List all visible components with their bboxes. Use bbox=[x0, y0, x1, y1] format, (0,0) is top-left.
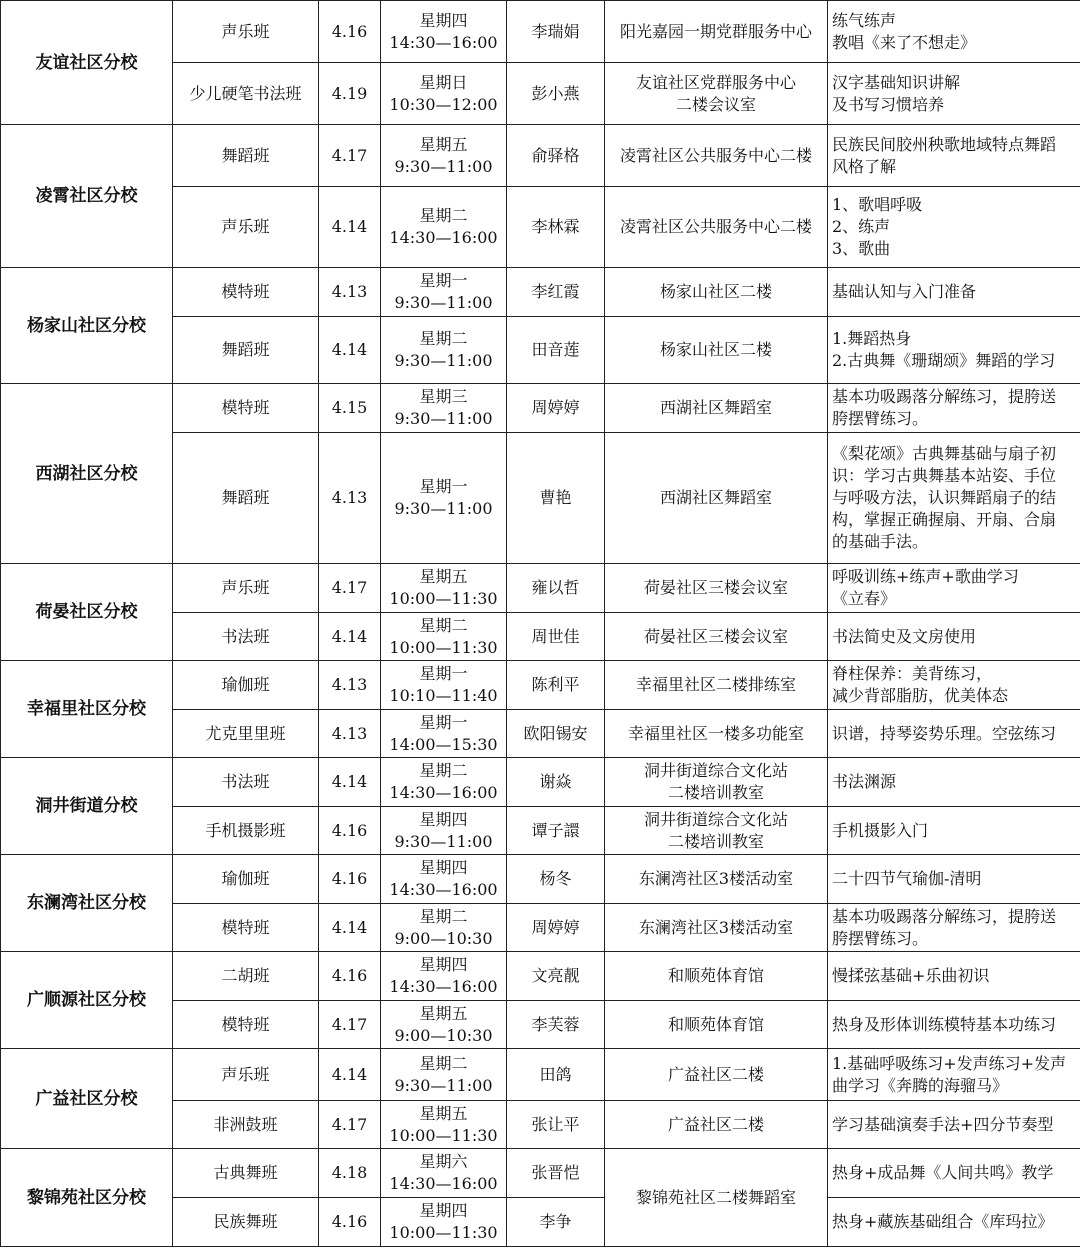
content-cell bbox=[828, 1049, 1080, 1101]
content-line: 2、练声 bbox=[832, 217, 891, 236]
location-cell bbox=[605, 855, 828, 904]
time-line: 10:00—11:30 bbox=[389, 1125, 498, 1145]
time-cell bbox=[381, 1001, 507, 1049]
time-line: 星期一 bbox=[419, 712, 468, 732]
table-row bbox=[1, 268, 1080, 317]
date-cell: 4.17 bbox=[319, 1001, 381, 1049]
time-cell bbox=[381, 807, 507, 855]
class-name-cell: 模特班 bbox=[173, 1001, 319, 1049]
location-cell bbox=[605, 433, 828, 564]
location-line: 二楼培训教室 bbox=[667, 831, 764, 851]
content-cell bbox=[828, 1001, 1080, 1049]
teacher-cell: 欧阳锡安 bbox=[507, 710, 605, 758]
date-cell: 4.14 bbox=[319, 317, 381, 384]
time-line: 星期三 bbox=[419, 387, 468, 406]
content-line: 与呼吸方法，认识舞蹈扇子的结 bbox=[832, 488, 1057, 507]
time-line: 星期一 bbox=[419, 271, 468, 290]
date-cell: 4.18 bbox=[319, 1149, 381, 1198]
class-name-cell: 二胡班 bbox=[173, 952, 319, 1001]
class-name-cell: 尤克里里班 bbox=[173, 710, 319, 758]
time-line: 9:30—11:00 bbox=[394, 1075, 493, 1095]
content-cell bbox=[828, 710, 1080, 758]
content-cell bbox=[828, 952, 1080, 1001]
location-line: 洞井街道综合文化站 bbox=[643, 761, 788, 780]
location-cell bbox=[605, 1101, 828, 1149]
time-cell bbox=[381, 1101, 507, 1149]
teacher-cell: 张晋恺 bbox=[507, 1149, 605, 1198]
date-cell: 4.14 bbox=[319, 613, 381, 661]
time-line: 10:00—11:30 bbox=[389, 589, 498, 608]
teacher-cell: 雍以哲 bbox=[507, 564, 605, 613]
time-cell bbox=[381, 855, 507, 904]
content-cell bbox=[828, 807, 1080, 855]
time-line: 9:30—11:00 bbox=[394, 409, 493, 428]
schedule-body bbox=[1, 1, 1080, 1247]
time-cell bbox=[381, 317, 507, 384]
time-line: 10:10—11:40 bbox=[389, 686, 498, 705]
time-line: 星期四 bbox=[419, 858, 468, 877]
school-name-cell: 友谊社区分校 bbox=[1, 1, 173, 125]
time-line: 9:30—11:00 bbox=[394, 293, 493, 312]
school-name-cell: 西湖社区分校 bbox=[1, 384, 173, 564]
location-cell bbox=[605, 63, 828, 125]
location-line: 东澜湾社区3楼活动室 bbox=[638, 869, 794, 888]
location-line: 杨家山社区二楼 bbox=[659, 282, 772, 301]
teacher-cell: 李争 bbox=[507, 1198, 605, 1247]
teacher-cell: 杨冬 bbox=[507, 855, 605, 904]
content-line: 呼吸训练+练声+歌曲学习 bbox=[832, 567, 1019, 586]
teacher-cell: 李林霖 bbox=[507, 187, 605, 268]
time-line: 10:00—11:30 bbox=[389, 1223, 498, 1242]
time-line: 9:30—11:00 bbox=[394, 499, 493, 518]
location-line: 和顺苑体育馆 bbox=[667, 966, 764, 985]
content-cell bbox=[828, 564, 1080, 613]
teacher-cell: 谢焱 bbox=[507, 758, 605, 807]
location-line: 二楼培训教室 bbox=[667, 783, 764, 802]
time-cell bbox=[381, 1149, 507, 1198]
location-cell bbox=[605, 710, 828, 758]
location-cell bbox=[605, 187, 828, 268]
content-line: 1.基础呼吸练习+发声练习+发声 bbox=[832, 1053, 1067, 1073]
content-line: 曲学习《奔腾的海骝马》 bbox=[832, 1075, 1009, 1095]
content-cell bbox=[828, 433, 1080, 564]
table-row bbox=[1, 1149, 1080, 1198]
location-line: 黎锦苑社区二楼舞蹈室 bbox=[635, 1187, 796, 1207]
school-name-cell: 东澜湾社区分校 bbox=[1, 855, 173, 952]
time-line: 星期一 bbox=[419, 664, 468, 683]
teacher-cell: 田鸽 bbox=[507, 1049, 605, 1101]
time-line: 星期日 bbox=[419, 72, 468, 92]
time-cell bbox=[381, 661, 507, 710]
class-name-cell: 模特班 bbox=[173, 268, 319, 317]
class-name-cell: 声乐班 bbox=[173, 187, 319, 268]
time-line: 星期六 bbox=[419, 1152, 468, 1171]
time-cell bbox=[381, 187, 507, 268]
table-row bbox=[1, 1, 1080, 63]
location-cell bbox=[605, 1, 828, 63]
content-cell bbox=[828, 63, 1080, 125]
time-line: 星期二 bbox=[419, 615, 468, 635]
time-line: 9:30—11:00 bbox=[394, 351, 493, 370]
content-line: 2.古典舞《珊瑚颂》舞蹈的学习 bbox=[832, 351, 1056, 370]
content-cell bbox=[828, 1101, 1080, 1149]
time-line: 星期五 bbox=[419, 1103, 468, 1123]
time-cell bbox=[381, 268, 507, 317]
content-cell bbox=[828, 1149, 1080, 1198]
time-line: 9:00—10:30 bbox=[394, 928, 493, 948]
class-name-cell: 古典舞班 bbox=[173, 1149, 319, 1198]
content-line: 手机摄影入门 bbox=[832, 820, 929, 840]
time-line: 星期四 bbox=[419, 1201, 468, 1220]
content-cell bbox=[828, 1, 1080, 63]
date-cell: 4.16 bbox=[319, 855, 381, 904]
date-cell: 4.13 bbox=[319, 710, 381, 758]
content-line: 减少背部脂肪，优美体态 bbox=[832, 686, 1009, 705]
date-cell: 4.17 bbox=[319, 125, 381, 187]
content-line: 学习基础演奏手法+四分节奏型 bbox=[832, 1114, 1054, 1134]
content-line: 汉字基础知识讲解 bbox=[832, 72, 961, 92]
time-line: 星期一 bbox=[419, 477, 468, 496]
time-line: 星期五 bbox=[419, 1003, 468, 1023]
content-cell bbox=[828, 613, 1080, 661]
class-name-cell: 瑜伽班 bbox=[173, 855, 319, 904]
teacher-cell: 文亮靓 bbox=[507, 952, 605, 1001]
teacher-cell: 张让平 bbox=[507, 1101, 605, 1149]
location-line: 西湖社区舞蹈室 bbox=[659, 488, 772, 507]
location-line: 洞井街道综合文化站 bbox=[643, 809, 788, 829]
school-name-cell: 凌霄社区分校 bbox=[1, 125, 173, 268]
time-line: 星期五 bbox=[419, 567, 468, 586]
location-line: 幸福里社区二楼排练室 bbox=[635, 675, 796, 694]
school-name-cell: 黎锦苑社区分校 bbox=[1, 1149, 173, 1247]
time-line: 星期二 bbox=[419, 206, 468, 225]
time-cell bbox=[381, 1198, 507, 1247]
class-name-cell: 舞蹈班 bbox=[173, 317, 319, 384]
date-cell: 4.17 bbox=[319, 564, 381, 613]
date-cell: 4.16 bbox=[319, 807, 381, 855]
location-cell bbox=[605, 268, 828, 317]
content-line: 二十四节气瑜伽-清明 bbox=[832, 869, 982, 888]
location-cell bbox=[605, 613, 828, 661]
class-name-cell: 模特班 bbox=[173, 384, 319, 433]
location-cell bbox=[605, 384, 828, 433]
location-line: 凌霄社区公共服务中心二楼 bbox=[619, 217, 812, 236]
content-line: 民族民间胶州秧歌地域特点舞蹈 bbox=[832, 134, 1057, 154]
time-line: 星期四 bbox=[419, 10, 468, 30]
location-line: 凌霄社区公共服务中心二楼 bbox=[619, 145, 812, 165]
time-line: 星期二 bbox=[419, 906, 468, 926]
class-name-cell: 舞蹈班 bbox=[173, 125, 319, 187]
content-line: 基本功吸踢落分解练习，提胯送 bbox=[832, 906, 1057, 926]
teacher-cell: 李瑞娟 bbox=[507, 1, 605, 63]
date-cell: 4.16 bbox=[319, 1, 381, 63]
location-line: 荷晏社区三楼会议室 bbox=[643, 578, 788, 597]
time-cell bbox=[381, 1049, 507, 1101]
content-line: 胯摆臂练习。 bbox=[832, 409, 929, 428]
time-cell bbox=[381, 125, 507, 187]
class-name-cell: 少儿硬笔书法班 bbox=[173, 63, 319, 125]
time-line: 14:30—16:00 bbox=[389, 1174, 498, 1193]
location-cell bbox=[605, 1049, 828, 1101]
teacher-cell: 周世佳 bbox=[507, 613, 605, 661]
time-line: 星期四 bbox=[419, 809, 468, 829]
content-line: 识谱，持琴姿势乐理。空弦练习 bbox=[832, 723, 1057, 743]
content-line: 3、歌曲 bbox=[832, 239, 891, 258]
content-cell bbox=[828, 384, 1080, 433]
content-cell bbox=[828, 125, 1080, 187]
time-line: 星期二 bbox=[419, 1053, 468, 1073]
location-cell bbox=[605, 758, 828, 807]
content-line: 1、歌唱呼吸 bbox=[832, 195, 923, 214]
content-cell bbox=[828, 317, 1080, 384]
content-cell bbox=[828, 268, 1080, 317]
date-cell: 4.13 bbox=[319, 268, 381, 317]
content-line: 风格了解 bbox=[832, 156, 897, 176]
time-cell bbox=[381, 952, 507, 1001]
date-cell: 4.14 bbox=[319, 187, 381, 268]
table-row bbox=[1, 564, 1080, 613]
content-line: 热身及形体训练模特基本功练习 bbox=[832, 1014, 1057, 1034]
time-cell bbox=[381, 63, 507, 125]
time-line: 14:00—15:30 bbox=[389, 734, 498, 754]
content-line: 识：学习古典舞基本站姿、手位 bbox=[832, 466, 1057, 485]
school-name-cell: 洞井街道分校 bbox=[1, 758, 173, 855]
date-cell: 4.14 bbox=[319, 758, 381, 807]
teacher-cell: 曹艳 bbox=[507, 433, 605, 564]
time-cell bbox=[381, 564, 507, 613]
time-line: 星期五 bbox=[419, 134, 468, 154]
teacher-cell: 陈利平 bbox=[507, 661, 605, 710]
school-name-cell: 荷晏社区分校 bbox=[1, 564, 173, 661]
content-line: 1.舞蹈热身 bbox=[832, 329, 912, 348]
content-line: 练气练声 bbox=[832, 10, 897, 30]
location-cell bbox=[605, 904, 828, 952]
time-line: 14:30—16:00 bbox=[389, 783, 498, 802]
content-line: 构，掌握正确握扇、开扇、合扇 bbox=[832, 510, 1057, 529]
location-line: 广益社区二楼 bbox=[667, 1064, 764, 1084]
location-line: 友谊社区党群服务中心 bbox=[635, 72, 796, 92]
time-cell bbox=[381, 613, 507, 661]
class-name-cell: 民族舞班 bbox=[173, 1198, 319, 1247]
date-cell: 4.17 bbox=[319, 1101, 381, 1149]
time-cell bbox=[381, 384, 507, 433]
time-line: 10:30—12:00 bbox=[389, 94, 498, 114]
location-line: 东澜湾社区3楼活动室 bbox=[638, 917, 794, 937]
table-row bbox=[1, 952, 1080, 1001]
date-cell: 4.14 bbox=[319, 904, 381, 952]
content-line: 书法简史及文房使用 bbox=[832, 626, 977, 646]
content-cell bbox=[828, 758, 1080, 807]
class-name-cell: 模特班 bbox=[173, 904, 319, 952]
school-name-cell: 幸福里社区分校 bbox=[1, 661, 173, 758]
class-name-cell: 声乐班 bbox=[173, 564, 319, 613]
class-name-cell: 书法班 bbox=[173, 613, 319, 661]
time-line: 9:30—11:00 bbox=[394, 156, 493, 176]
date-cell: 4.19 bbox=[319, 63, 381, 125]
content-line: 基本功吸踢落分解练习，提胯送 bbox=[832, 387, 1057, 406]
location-line: 杨家山社区二楼 bbox=[659, 340, 772, 359]
teacher-cell: 田音莲 bbox=[507, 317, 605, 384]
teacher-cell: 周婷婷 bbox=[507, 384, 605, 433]
content-line: 胯摆臂练习。 bbox=[832, 928, 929, 948]
content-line: 热身+藏族基础组合《库玛拉》 bbox=[832, 1212, 1054, 1231]
location-cell bbox=[605, 317, 828, 384]
time-cell bbox=[381, 710, 507, 758]
teacher-cell: 周婷婷 bbox=[507, 904, 605, 952]
location-line: 荷晏社区三楼会议室 bbox=[643, 626, 788, 646]
school-name-cell: 广顺源社区分校 bbox=[1, 952, 173, 1049]
time-line: 星期二 bbox=[419, 329, 468, 348]
time-line: 9:00—10:30 bbox=[394, 1025, 493, 1045]
time-line: 10:00—11:30 bbox=[389, 637, 498, 657]
time-line: 星期四 bbox=[419, 955, 468, 974]
class-name-cell: 书法班 bbox=[173, 758, 319, 807]
teacher-cell: 谭子譞 bbox=[507, 807, 605, 855]
time-line: 14:30—16:00 bbox=[389, 32, 498, 52]
time-cell bbox=[381, 758, 507, 807]
location-cell bbox=[605, 1149, 828, 1247]
location-line: 二楼会议室 bbox=[675, 94, 756, 114]
content-cell bbox=[828, 187, 1080, 268]
date-cell: 4.16 bbox=[319, 1198, 381, 1247]
location-cell bbox=[605, 661, 828, 710]
date-cell: 4.15 bbox=[319, 384, 381, 433]
time-line: 星期二 bbox=[419, 761, 468, 780]
location-cell bbox=[605, 1001, 828, 1049]
time-line: 9:30—11:00 bbox=[394, 831, 493, 851]
content-cell bbox=[828, 904, 1080, 952]
content-line: 及书写习惯培养 bbox=[832, 94, 945, 114]
school-name-cell: 杨家山社区分校 bbox=[1, 268, 173, 384]
location-line: 广益社区二楼 bbox=[667, 1114, 764, 1134]
location-cell bbox=[605, 564, 828, 613]
table-row bbox=[1, 384, 1080, 433]
date-cell: 4.13 bbox=[319, 661, 381, 710]
location-cell bbox=[605, 952, 828, 1001]
location-cell bbox=[605, 807, 828, 855]
date-cell: 4.14 bbox=[319, 1049, 381, 1101]
class-name-cell: 非洲鼓班 bbox=[173, 1101, 319, 1149]
content-line: 书法渊源 bbox=[832, 772, 897, 791]
time-cell bbox=[381, 904, 507, 952]
date-cell: 4.16 bbox=[319, 952, 381, 1001]
content-cell bbox=[828, 855, 1080, 904]
time-cell bbox=[381, 1, 507, 63]
content-line: 《梨花颂》古典舞基础与扇子初 bbox=[832, 444, 1057, 463]
date-cell: 4.13 bbox=[319, 433, 381, 564]
table-row bbox=[1, 661, 1080, 710]
time-cell bbox=[381, 433, 507, 564]
teacher-cell: 俞驿格 bbox=[507, 125, 605, 187]
content-line: 基础认知与入门准备 bbox=[832, 282, 977, 301]
time-line: 14:30—16:00 bbox=[389, 228, 498, 247]
content-line: 慢揉弦基础+乐曲初识 bbox=[832, 966, 990, 985]
location-line: 西湖社区舞蹈室 bbox=[659, 398, 772, 417]
class-name-cell: 手机摄影班 bbox=[173, 807, 319, 855]
class-name-cell: 瑜伽班 bbox=[173, 661, 319, 710]
content-cell bbox=[828, 661, 1080, 710]
teacher-cell: 李红霞 bbox=[507, 268, 605, 317]
content-line: 热身+成品舞《人间共鸣》教学 bbox=[832, 1163, 1054, 1182]
class-name-cell: 声乐班 bbox=[173, 1049, 319, 1101]
teacher-cell: 李芙蓉 bbox=[507, 1001, 605, 1049]
class-name-cell: 声乐班 bbox=[173, 1, 319, 63]
table-row bbox=[1, 125, 1080, 187]
content-line: 教唱《来了不想走》 bbox=[832, 32, 977, 52]
time-line: 14:30—16:00 bbox=[389, 977, 498, 996]
location-line: 和顺苑体育馆 bbox=[667, 1014, 764, 1034]
table-row bbox=[1, 855, 1080, 904]
time-line: 14:30—16:00 bbox=[389, 880, 498, 899]
table-row bbox=[1, 1049, 1080, 1101]
location-line: 幸福里社区一楼多功能室 bbox=[627, 723, 804, 743]
table-row bbox=[1, 758, 1080, 807]
content-line: 脊柱保养：美背练习， bbox=[832, 664, 993, 683]
content-line: 《立春》 bbox=[832, 589, 897, 608]
class-name-cell: 舞蹈班 bbox=[173, 433, 319, 564]
content-cell bbox=[828, 1198, 1080, 1247]
content-line: 的基础手法。 bbox=[832, 532, 929, 551]
location-line: 阳光嘉园一期党群服务中心 bbox=[619, 21, 812, 41]
school-name-cell: 广益社区分校 bbox=[1, 1049, 173, 1149]
location-cell bbox=[605, 125, 828, 187]
teacher-cell: 彭小燕 bbox=[507, 63, 605, 125]
